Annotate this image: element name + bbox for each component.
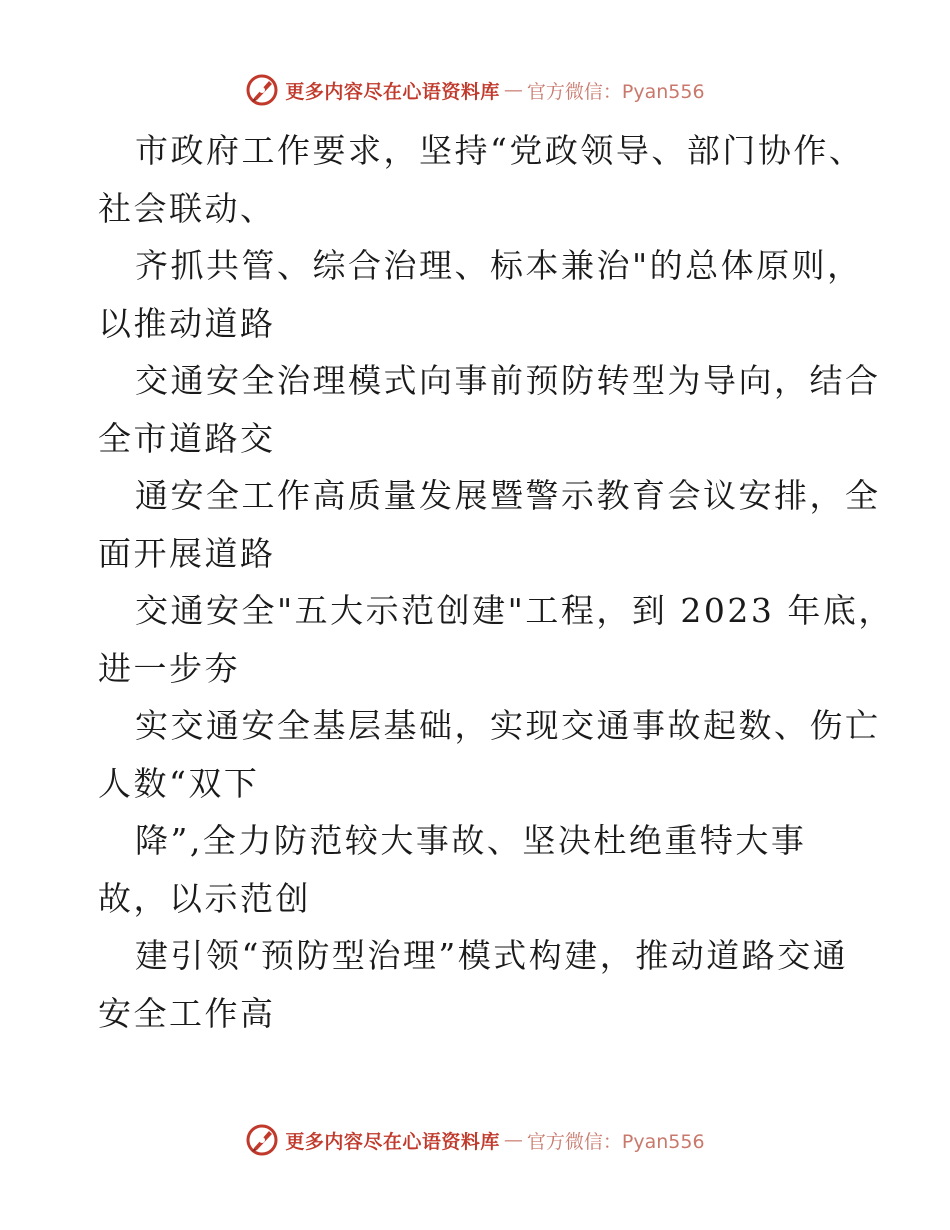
quill-pen-logo-icon: [245, 73, 279, 107]
body-line: 市政府工作要求，坚持“党政领导、部门协作、: [135, 131, 865, 170]
body-line: 实交通安全基层基础，实现交通事故起数、伤亡: [135, 706, 881, 745]
footer-separator: —: [503, 1129, 523, 1151]
body-line: 故，以示范创: [98, 878, 311, 918]
body-line: 降”,全力防范较大事故、坚决杜绝重特大事: [135, 821, 807, 860]
body-line: 全市道路交: [98, 418, 276, 458]
body-line: 交通安全治理模式向事前预防转型为导向，结合: [135, 361, 881, 400]
footer-banner: [0, 1120, 950, 1160]
body-line: 人数“双下: [98, 763, 260, 803]
header-separator: —: [503, 79, 523, 101]
body-line: 安全工作高: [98, 993, 276, 1033]
footer-wechat-text: 官方微信：Pyan556: [526, 1130, 705, 1153]
body-line: 通安全工作高质量发展暨警示教育会议安排，全: [135, 476, 881, 515]
quill-pen-logo-icon: [245, 1123, 279, 1157]
body-line: 社会联动、: [98, 188, 276, 228]
body-line: 交通安全"五大示范创建"工程，到 2023 年底，: [135, 591, 894, 630]
header-site-text: 更多内容尽在心语资料库: [285, 80, 500, 103]
footer-site-text: 更多内容尽在心语资料库: [285, 1130, 500, 1153]
header-wechat-text: 官方微信：Pyan556: [526, 80, 705, 103]
header-banner: [0, 70, 950, 110]
body-line: 以推动道路: [98, 303, 276, 343]
body-line: 齐抓共管、综合治理、标本兼治"的总体原则，: [135, 246, 863, 285]
body-line: 面开展道路: [98, 533, 276, 573]
body-line: 建引领“预防型治理”模式构建，推动道路交通: [135, 936, 849, 975]
body-line: 进一步夯: [98, 648, 240, 688]
document-body: [98, 122, 894, 1042]
